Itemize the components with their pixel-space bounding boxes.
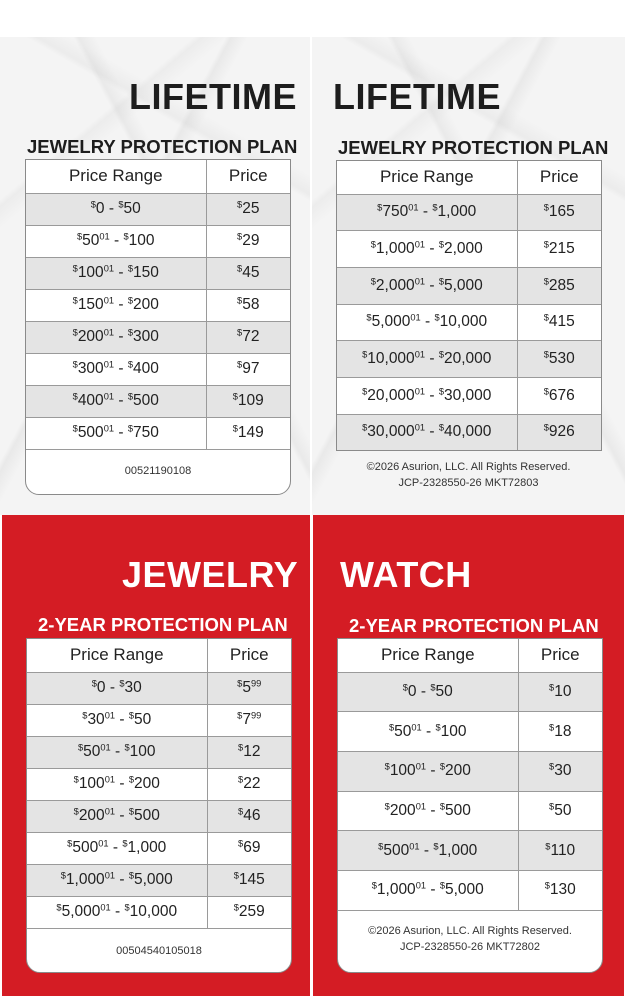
price-table	[337, 161, 601, 451]
price-range-cell: $^{\$}200^{01} - ^{\$}500$	[27, 800, 207, 832]
price-row	[26, 321, 290, 353]
price-range-header: Price Range	[26, 160, 206, 193]
price-row	[337, 267, 601, 304]
price-table	[338, 639, 602, 911]
price-row	[27, 672, 291, 704]
price-row	[338, 751, 602, 791]
price-cell: $285	[517, 267, 601, 304]
price-range-cell: $1,000$^{01}$ - $2,000	[337, 231, 517, 268]
lifetime-plan-panel-2	[312, 37, 625, 515]
price-header: Price	[518, 639, 602, 672]
price-cell: $215	[517, 231, 601, 268]
price-range-cell: $^{\$}50^{01} - ^{\$}100$	[26, 225, 206, 257]
jewelry-2year-panel	[2, 515, 310, 996]
price-cell: $926	[517, 414, 601, 451]
price-cell: $58	[206, 289, 290, 321]
price-card	[25, 159, 291, 495]
price-cell: $530	[517, 341, 601, 378]
legal-text	[312, 459, 625, 491]
price-cell: $145	[207, 864, 291, 896]
price-cell: $30	[518, 751, 602, 791]
price-range-cell: $^{\$}300^{01} - ^{\$}400$	[26, 353, 206, 385]
legal-text	[338, 923, 602, 955]
price-range-cell: $1,000$^{01}$ - $5,000	[27, 864, 207, 896]
price-cell: $46	[207, 800, 291, 832]
price-row	[27, 800, 291, 832]
price-row	[26, 385, 290, 417]
price-row	[26, 353, 290, 385]
sku-line: JCP-2328550-26 MKT72803	[398, 477, 539, 489]
price-cell: $50	[518, 791, 602, 831]
price-table	[26, 160, 290, 450]
panel-subtitle: JEWELRY PROTECTION PLAN	[338, 137, 609, 158]
price-cell: $259	[207, 896, 291, 928]
price-range-cell: $^{\$}50^{01} - ^{\$}100$	[27, 736, 207, 768]
price-row	[26, 193, 290, 225]
price-row	[338, 712, 602, 752]
price-range-header: Price Range	[27, 639, 207, 672]
panel-title: LIFETIME	[333, 76, 501, 117]
price-cell: $^{\$}7^{99}$	[207, 704, 291, 736]
price-range-cell: $10,000$^{01}$ - $20,000	[337, 341, 517, 378]
price-range-cell: $30,000$^{01}$ - $40,000	[337, 414, 517, 451]
panel-title: WATCH	[340, 554, 472, 595]
price-range-cell: $0 - $50	[338, 672, 518, 712]
price-range-header: Price Range	[338, 639, 518, 672]
panel-title: JEWELRY	[122, 554, 299, 595]
price-row	[27, 896, 291, 928]
price-card	[26, 638, 292, 973]
price-range-cell: $0 - $50	[26, 193, 206, 225]
panel-title: LIFETIME	[129, 76, 297, 117]
price-range-cell: $20,000$^{01}$ - $30,000	[337, 377, 517, 414]
price-cell: $12	[207, 736, 291, 768]
price-cell: $^{\$}5^{99}$	[207, 672, 291, 704]
price-cell: $110	[518, 831, 602, 871]
price-cell: $415	[517, 304, 601, 341]
price-row	[337, 194, 601, 231]
sku-code: 00504540105018	[116, 945, 202, 957]
price-cell: $130	[518, 870, 602, 910]
price-cell: $97	[206, 353, 290, 385]
price-cell: $29	[206, 225, 290, 257]
price-cell: $109	[206, 385, 290, 417]
price-row	[337, 414, 601, 451]
price-range-header: Price Range	[337, 161, 517, 194]
price-cell: $165	[517, 194, 601, 231]
price-row	[27, 864, 291, 896]
price-range-cell: $^{\$}100^{01} - ^{\$}150$	[26, 257, 206, 289]
price-header: Price	[517, 161, 601, 194]
price-cell: $676	[517, 377, 601, 414]
price-range-cell: $5,000$^{01}$ - $10,000	[337, 304, 517, 341]
panel-subtitle: 2-YEAR PROTECTION PLAN	[38, 614, 288, 635]
price-range-cell: $^{\$}750^{01} - ^{\$}1,000$	[337, 194, 517, 231]
price-row	[338, 870, 602, 910]
price-row	[27, 704, 291, 736]
price-range-cell: $^{\$}150^{01} - ^{\$}200$	[26, 289, 206, 321]
price-header: Price	[206, 160, 290, 193]
price-row	[27, 832, 291, 864]
price-range-cell: $0 - $30	[27, 672, 207, 704]
price-cell: $149	[206, 417, 290, 449]
lifetime-plan-panel-1	[0, 37, 310, 515]
price-row	[26, 289, 290, 321]
price-row	[337, 304, 601, 341]
copyright-line: ©2026 Asurion, LLC. All Rights Reserved.	[368, 925, 572, 937]
price-row	[26, 257, 290, 289]
price-card	[337, 638, 603, 973]
price-range-cell: $^{\$}500^{01} - ^{\$}750$	[26, 417, 206, 449]
price-range-cell: $5,000$^{01}$ - $10,000	[27, 896, 207, 928]
price-cell: $10	[518, 672, 602, 712]
panel-subtitle: JEWELRY PROTECTION PLAN	[27, 136, 298, 157]
price-row	[338, 831, 602, 871]
price-row	[26, 225, 290, 257]
price-range-cell: $1,000$^{01}$ - $5,000	[338, 870, 518, 910]
price-header: Price	[207, 639, 291, 672]
price-cell: $18	[518, 712, 602, 752]
price-row	[337, 231, 601, 268]
copyright-line: ©2026 Asurion, LLC. All Rights Reserved.	[366, 461, 571, 473]
price-row	[338, 672, 602, 712]
price-cell: $69	[207, 832, 291, 864]
price-range-cell: $^{\$}50^{01} - ^{\$}100$	[338, 712, 518, 752]
price-range-cell: $^{\$}500^{01} - ^{\$}1,000$	[27, 832, 207, 864]
price-range-cell: $2,000$^{01}$ - $5,000	[337, 267, 517, 304]
price-row	[338, 791, 602, 831]
price-range-cell: $^{\$}200^{01} - ^{\$}300$	[26, 321, 206, 353]
price-cell: $45	[206, 257, 290, 289]
price-range-cell: $^{\$}100^{01} - ^{\$}200$	[338, 751, 518, 791]
price-range-cell: $^{\$}100^{01} - ^{\$}200$	[27, 768, 207, 800]
price-range-cell: $^{\$}500^{01} - ^{\$}1,000$	[338, 831, 518, 871]
price-cell: $22	[207, 768, 291, 800]
price-range-cell: $^{\$}200^{01} - ^{\$}500$	[338, 791, 518, 831]
panel-subtitle: 2-YEAR PROTECTION PLAN	[349, 615, 599, 636]
price-table	[27, 639, 291, 929]
price-range-cell: $^{\$}400^{01} - ^{\$}500$	[26, 385, 206, 417]
price-row	[27, 768, 291, 800]
price-row	[337, 377, 601, 414]
sku-line: JCP-2328550-26 MKT72802	[399, 941, 541, 953]
price-card	[336, 160, 602, 451]
price-range-cell: $^{\$}30^{01} - ^{\$}50$	[27, 704, 207, 736]
price-row	[26, 417, 290, 449]
price-cell: $72	[206, 321, 290, 353]
price-cell: $25	[206, 193, 290, 225]
sku-code: 00521190108	[124, 465, 192, 477]
watch-2year-panel	[313, 515, 624, 996]
price-row	[337, 341, 601, 378]
price-row	[27, 736, 291, 768]
